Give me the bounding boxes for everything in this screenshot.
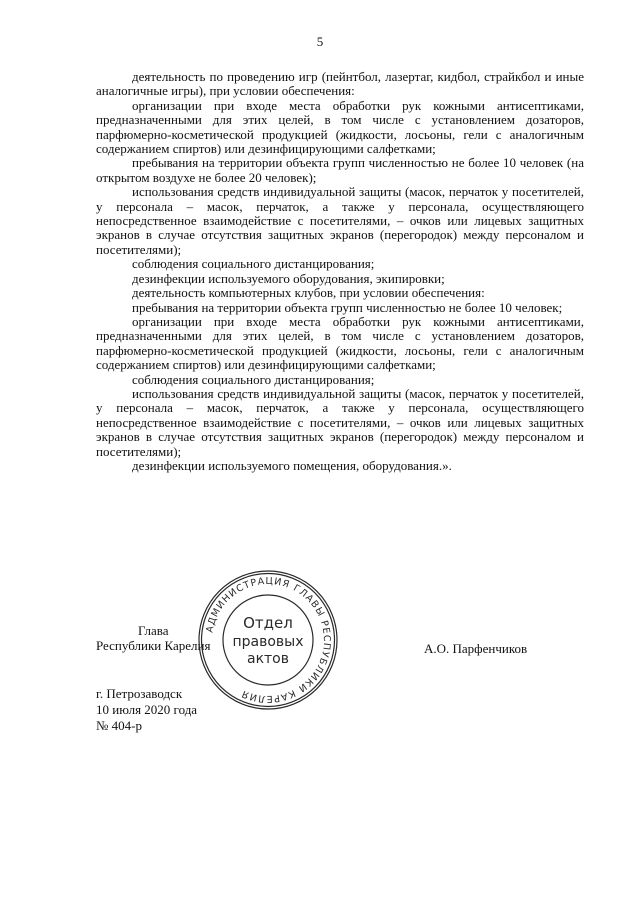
- signatory-title-line2: Республики Карелия: [96, 638, 211, 653]
- official-seal-stamp: [196, 568, 340, 712]
- paragraph: деятельность компьютерных клубов, при условии обеспечения:: [132, 285, 485, 301]
- paragraph: дезинфекции используемого помещения, оборудования.».: [132, 457, 452, 473]
- document-number: № 404-р: [96, 718, 142, 733]
- place: г. Петрозаводск: [96, 686, 183, 701]
- signatory-title: [96, 623, 210, 653]
- signatory-title-line1: Глава: [138, 623, 169, 638]
- document-body: [96, 70, 584, 473]
- place-date-block: [96, 686, 197, 734]
- seal-center-line2: правовых: [232, 634, 304, 650]
- paragraph: соблюдения социального дистанцирования;: [132, 371, 375, 387]
- date: 10 июля 2020 года: [96, 702, 198, 717]
- seal-center-line1: Отдел: [243, 614, 293, 632]
- paragraph: использования средств индивидуальной защиты (масок, перчаток у посетителей, у персонала – масок, перчаток, а также у персонала, осуществляющего непосредственное взаимодействие с посетителями, – очков или лицевых защитных экранов в случае отсутствия защитных экранов (перегородок) между персоналом и посетителями);: [96, 385, 584, 459]
- paragraph: пребывания на территории объекта групп численностью не более 10 человек (на открытом воздухе не более 20 человек);: [96, 155, 584, 185]
- svg-text:АДМИНИСТРАЦИЯ ГЛАВЫ РЕСПУБЛИКИ: АДМИНИСТРАЦИЯ ГЛАВЫ РЕСПУБЛИКИ КАРЕЛИЯ: [204, 575, 333, 705]
- seal-center-line3: актов: [246, 651, 290, 667]
- paragraph: дезинфекции используемого оборудования, экипировки;: [132, 270, 445, 286]
- paragraph: деятельность по проведению игр (пейнтбол, лазертаг, кидбол, страйкбол и иные аналогичные игры), при условии обеспечения:: [96, 69, 584, 99]
- paragraph: соблюдения социального дистанцирования;: [132, 256, 375, 272]
- paragraph: организации при входе места обработки рук кожными антисептиками, предназначенными для этих целей, в том числе с установлением дозаторов, парфюмерно-косметической продукцией (жидкости, лосьоны, гели с аналогичным содержанием спиртов) или дезинфицирующими салфетками;: [96, 313, 584, 373]
- page-number: 5: [316, 34, 324, 49]
- paragraph: пребывания на территории объекта групп численностью не более 10 человек;: [132, 299, 563, 315]
- paragraph: использования средств индивидуальной защиты (масок, перчаток у посетителей, у персонала – масок, перчаток, а также у персонала, осуществляющего непосредственное взаимодействие с посетителями, – очков или лицевых защитных экранов в случае отсутствия защитных экранов (перегородок) между персоналом и посетителями);: [96, 184, 584, 257]
- signatory-name: А.О. Парфенчиков: [424, 641, 528, 656]
- paragraph: организации при входе места обработки рук кожными антисептиками, предназначенными для этих целей, в том числе с установлением дозаторов, парфюмерно-косметической продукцией (жидкости, лосьоны, гели с аналогичным содержанием спиртов) или дезинфицирующими салфетками;: [96, 97, 584, 157]
